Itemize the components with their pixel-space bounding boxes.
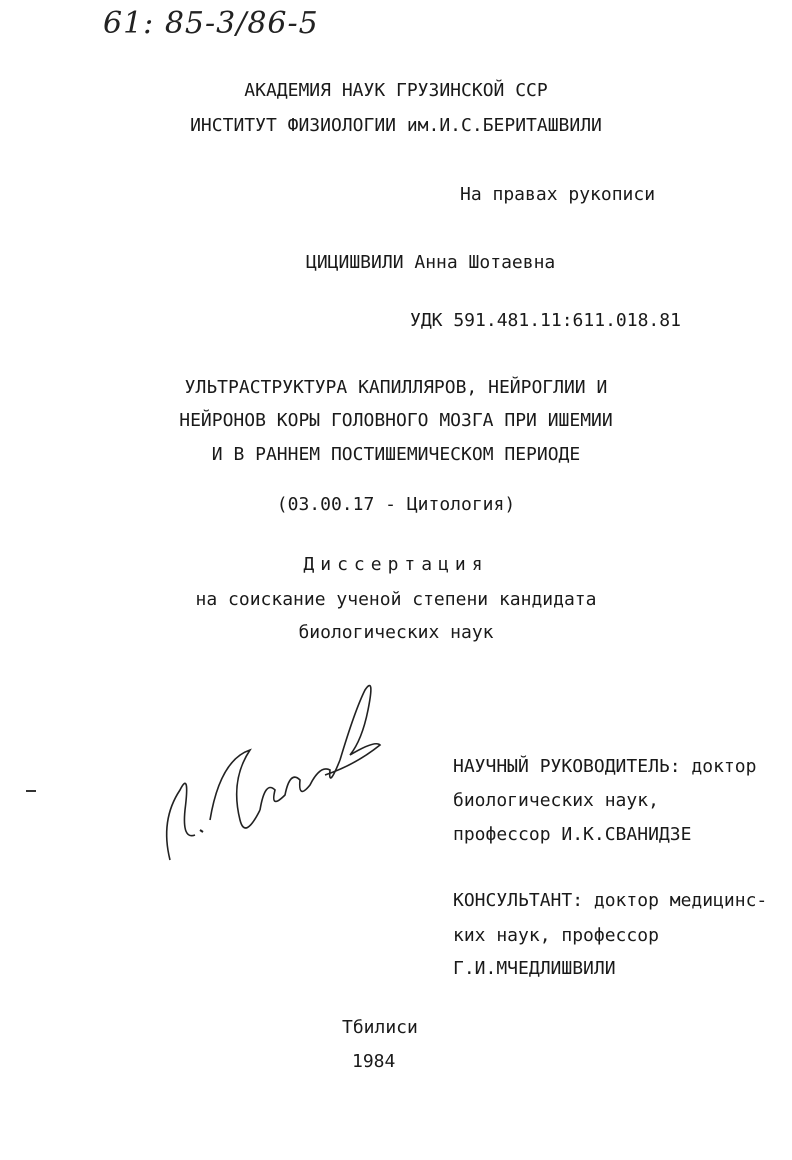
manuscript-note: На правах рукописи — [460, 184, 656, 205]
margin-mark — [26, 790, 36, 792]
institution-academy: АКАДЕМИЯ НАУК ГРУЗИНСКОЙ ССР — [244, 80, 548, 101]
work-type-degree: на соискание ученой степени кандидата — [195, 589, 597, 610]
consultant-degree: ких наук, профессор — [453, 925, 659, 946]
consultant-name: Г.И.МЧЕДЛИШВИЛИ — [453, 958, 616, 979]
specialty-code: (03.00.17 - Цитология) — [276, 494, 516, 515]
title-line-3: И В РАННЕМ ПОСТИШЕМИЧЕСКОМ ПЕРИОДЕ — [211, 444, 581, 465]
institution-institute: ИНСТИТУТ ФИЗИОЛОГИИ им.И.С.БЕРИТАШВИЛИ — [190, 115, 602, 136]
handwritten-archive-number: 61: 85-3/86-5 — [103, 6, 319, 41]
work-type-label: Диссертация — [303, 554, 489, 575]
handwritten-signature — [150, 670, 390, 880]
supervisor-title: НАУЧНЫЙ РУКОВОДИТЕЛЬ: доктор — [453, 756, 757, 777]
year: 1984 — [352, 1051, 396, 1072]
city: Тбилиси — [342, 1017, 418, 1038]
title-line-2: НЕЙРОНОВ КОРЫ ГОЛОВНОГО МОЗГА ПРИ ИШЕМИИ — [179, 410, 613, 431]
supervisor-name: профессор И.К.СВАНИДЗЕ — [453, 824, 692, 845]
udc-code: УДК 591.481.11:611.018.81 — [410, 310, 681, 331]
consultant-title: КОНСУЛЬТАНТ: доктор медицинс- — [453, 890, 768, 911]
supervisor-degree: биологических наук, — [453, 790, 659, 811]
title-line-1: УЛЬТРАСТРУКТУРА КАПИЛЛЯРОВ, НЕЙРОГЛИИ И — [184, 377, 608, 398]
work-type-field: биологических наук — [298, 622, 494, 643]
author-name: ЦИЦИШВИЛИ Анна Шотаевна — [306, 252, 556, 273]
